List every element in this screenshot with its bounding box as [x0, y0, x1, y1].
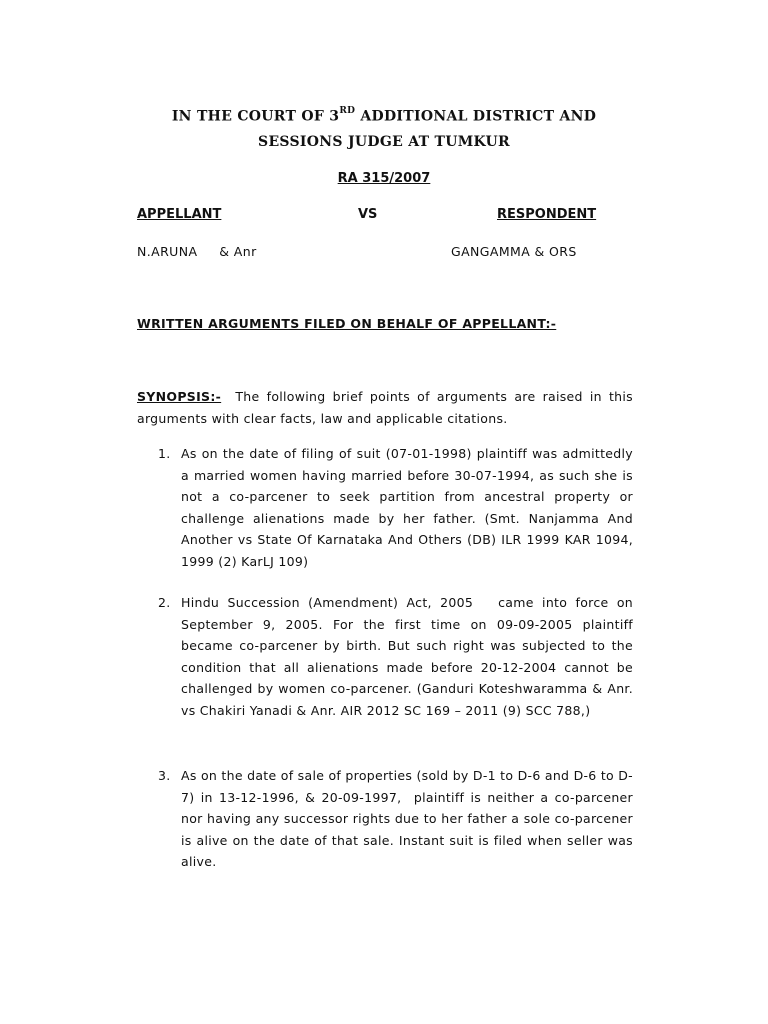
vs-label: VS [358, 207, 378, 222]
argument-point-2 [158, 592, 638, 721]
respondent-label: RESPONDENT [497, 207, 597, 222]
synopsis-text: The following brief points of arguments are raised in this arguments with clear facts, law and applicable citations. [137, 389, 638, 426]
argument-point-1 [158, 443, 633, 572]
synopsis-label: SYNOPSIS:- [137, 389, 222, 404]
court-title-prefix: IN THE COURT OF 3 [171, 108, 340, 125]
section-heading: WRITTEN ARGUMENTS FILED ON BEHALF OF APPELLANT:- [137, 316, 557, 331]
synopsis-paragraph [137, 386, 638, 429]
point-number: 2. [158, 595, 171, 610]
appellant-label: APPELLANT [137, 207, 222, 222]
point-number: 1. [158, 446, 171, 461]
point-text: As on the date of filing of suit (07-01-1998) plaintiff was admittedly a married women having married before 30-07-1994, as such she is not a co-parcener to seek partition from ancestral property or challenge alienations made by her father. (Smt. Nanjamma And Another vs State Of Karnataka And Others (DB) ILR 1999 KAR 1094, 1999 (2) KarLJ 109) [181, 446, 633, 569]
court-title-line1 [100, 108, 668, 125]
court-title-line2: SESSIONS JUDGE AT TUMKUR [258, 134, 510, 150]
court-title-suffix: ADDITIONAL DISTRICT AND [355, 108, 597, 125]
point-text: As on the date of sale of properties (sold by D-1 to D-6 and D-6 to D-7) in 13-12-1996, & 20-09-1997, plaintiff is neither a co-parcener nor having any successor rights due to her father a sole co-parcener is alive on the date of that sale. Instant suit is filed when seller was alive. [181, 768, 638, 869]
case-number: RA 315/2007 [337, 171, 431, 186]
point-text: Hindu Succession (Amendment) Act, 2005 came into force on September 9, 2005. For the first time on 09-09-2005 plaintiff became co-parcener by birth. But such right was subjected to the condition that all alienations made before 20-12-2004 cannot be challenged by women co-parcener. (Ganduri Koteshwaramma & Anr. vs Chakiri Yanadi & Anr. AIR 2012 SC 169 – 2011 (9) SCC 788,) [181, 595, 638, 718]
appellant-name: N.ARUNA & Anr [137, 244, 257, 259]
point-number: 3. [158, 768, 171, 783]
argument-point-3 [158, 765, 638, 873]
respondent-name: GANGAMMA & ORS [451, 244, 577, 259]
court-title-ordinal: RD [339, 106, 356, 116]
